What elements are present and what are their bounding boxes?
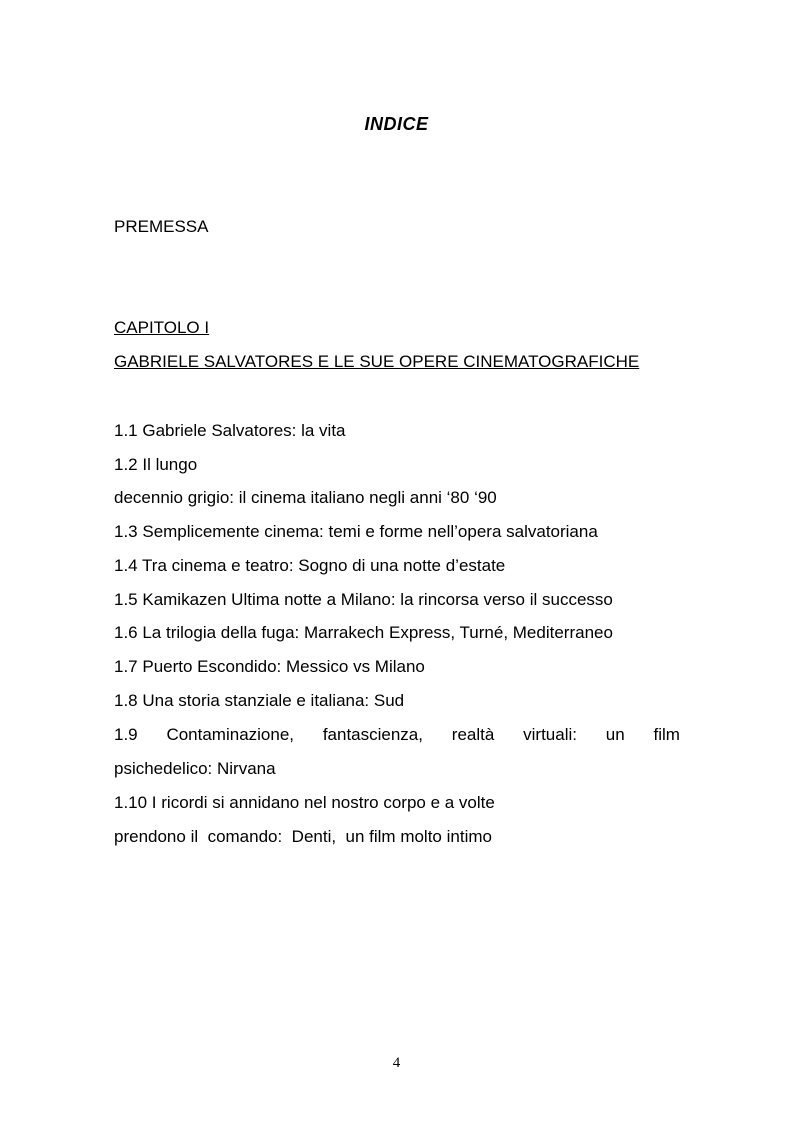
toc-entry-1-9-word: Contaminazione, — [166, 725, 295, 744]
toc-entry-1-9-word: film — [653, 725, 680, 744]
toc-entry-1-1: 1.1 Gabriele Salvatores: la vita — [114, 421, 346, 440]
toc-entry-1-9-word: fantascienza, — [322, 725, 423, 744]
toc-entry-1-3: 1.3 Semplicemente cinema: temi e forme nell’opera salvatoriana — [114, 522, 598, 541]
toc-entry-1-7: 1.7 Puerto Escondido: Messico vs Milano — [114, 657, 425, 676]
toc-entry-1-9 — [114, 724, 680, 746]
index-title: INDICE — [364, 114, 429, 134]
toc-entry-1-2-continuation: decennio grigio: il cinema italiano negli anni ‘80 ‘90 — [114, 488, 497, 507]
toc-entry-1-9-word: un — [605, 725, 625, 744]
toc-entry-1-9-word: 1.9 — [114, 725, 138, 744]
toc-entry-1-6: 1.6 La trilogia della fuga: Marrakech Express, Turné, Mediterraneo — [114, 623, 613, 642]
toc-entry-1-8: 1.8 Una storia stanziale e italiana: Sud — [114, 691, 405, 710]
page-number: 4 — [392, 1055, 401, 1071]
premessa-heading: PREMESSA — [114, 217, 209, 236]
toc-entry-1-4: 1.4 Tra cinema e teatro: Sogno di una notte d’estate — [114, 556, 506, 575]
toc-entry-1-10: 1.10 I ricordi si annidano nel nostro corpo e a volte — [114, 793, 495, 812]
chapter-label: CAPITOLO I — [114, 318, 210, 337]
toc-entry-1-10-continuation: prendono il comando: Denti, un film molto intimo — [114, 827, 492, 846]
chapter-title: GABRIELE SALVATORES E LE SUE OPERE CINEMATOGRAFICHE — [114, 352, 640, 371]
toc-entry-1-2: 1.2 Il lungo — [114, 455, 198, 474]
toc-entry-1-9-word: virtuali: — [523, 725, 577, 744]
toc-entry-1-5: 1.5 Kamikazen Ultima notte a Milano: la rincorsa verso il successo — [114, 590, 613, 609]
toc-entry-1-9-word: realtà — [451, 725, 495, 744]
toc-entry-1-9-continuation: psichedelico: Nirvana — [114, 759, 276, 778]
